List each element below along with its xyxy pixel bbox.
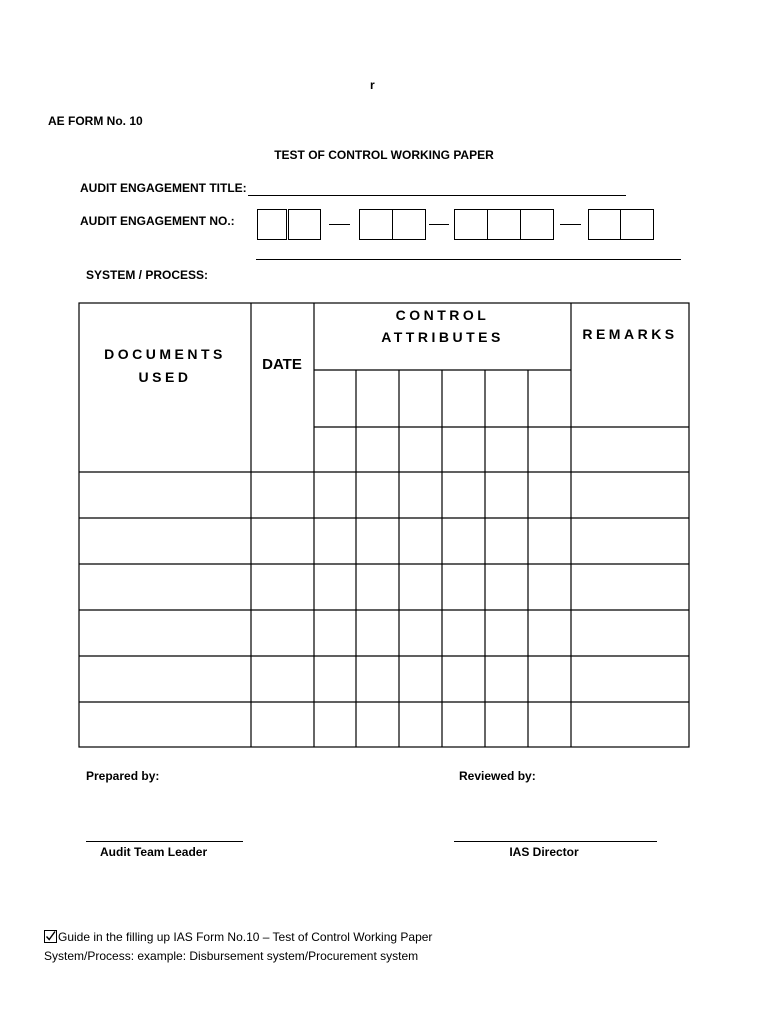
prepared-signature-line[interactable] xyxy=(86,841,243,842)
reviewed-signature-line[interactable] xyxy=(454,841,657,842)
ias-director-label: IAS Director xyxy=(509,845,579,859)
form-number: AE FORM No. 10 xyxy=(48,114,143,128)
date-header: DATE xyxy=(262,356,302,373)
form-title: TEST OF CONTROL WORKING PAPER xyxy=(274,148,494,162)
control-attributes-header xyxy=(314,304,571,348)
engagement-title-label: AUDIT ENGAGEMENT TITLE: xyxy=(80,181,247,195)
prepared-by-label: Prepared by: xyxy=(86,769,160,783)
documents-header-line: USED xyxy=(138,369,192,385)
control-header-line: ATTRIBUTES xyxy=(381,329,504,345)
documents-used-header xyxy=(79,343,251,389)
example-note: System/Process: example: Disbursement system/Procurement system xyxy=(44,949,419,963)
stray-mark: r xyxy=(370,78,375,92)
control-header-line: CONTROL xyxy=(395,307,490,323)
engagement-no-label: AUDIT ENGAGEMENT NO.: xyxy=(80,214,235,228)
system-process-label: SYSTEM / PROCESS: xyxy=(86,268,209,282)
guide-text: Guide in the filling up IAS Form No.10 – Test of Control Working Paper xyxy=(58,930,433,944)
documents-header-line: DOCUMENTS xyxy=(104,346,226,362)
remarks-header: REMARKS xyxy=(582,326,678,342)
reviewed-by-label: Reviewed by: xyxy=(459,769,536,783)
check-box-icon xyxy=(44,930,57,943)
audit-team-leader-label: Audit Team Leader xyxy=(100,845,208,859)
guide-note xyxy=(44,930,432,944)
